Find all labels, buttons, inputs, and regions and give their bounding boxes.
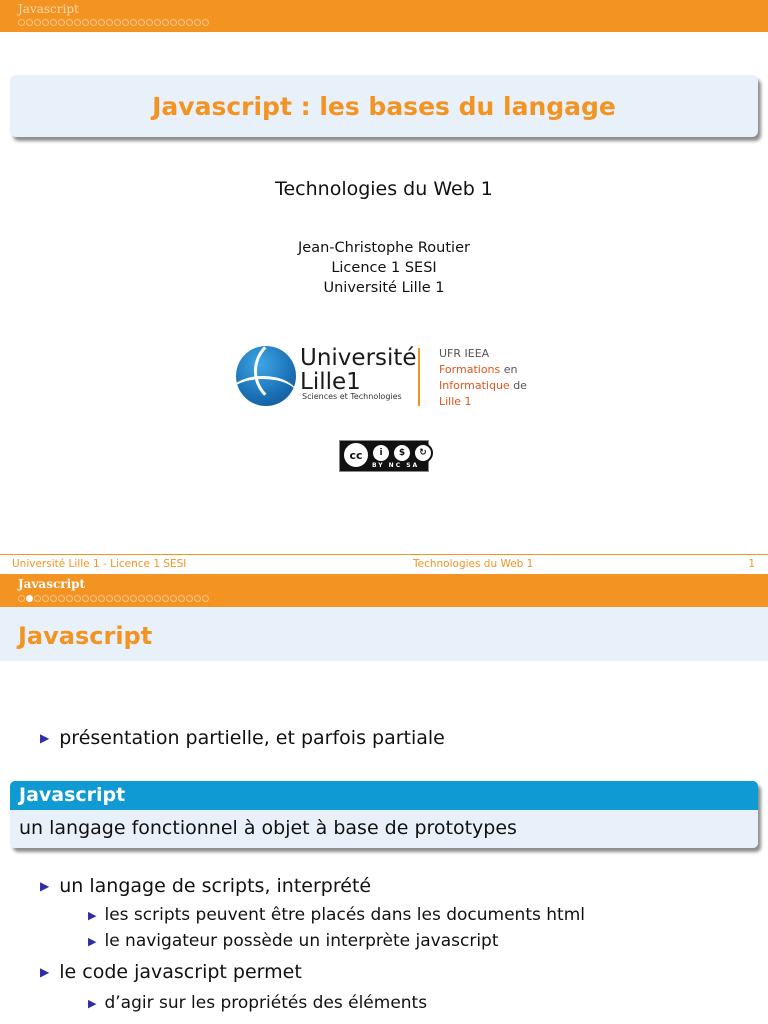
bullet-text: les scripts peuvent être placés dans les documents html (104, 905, 585, 925)
progress-dot (82, 19, 89, 26)
logo-name (300, 346, 417, 394)
author-block (0, 238, 768, 298)
progress-dot (42, 19, 49, 26)
slide2-header-bar (0, 574, 768, 607)
ufr-line2 (439, 362, 527, 378)
progress-dot (170, 595, 177, 602)
list-item (40, 961, 302, 983)
bullet-triangle-icon: ▶ (88, 996, 97, 1010)
progress-dot (58, 595, 65, 602)
progress-dot (122, 595, 129, 602)
bullet-text: d’agir sur les propriétés des éléments (104, 993, 428, 1013)
progress-dot (130, 19, 137, 26)
progress-dot (154, 19, 161, 26)
progress-dot (178, 19, 185, 26)
progress-dot (202, 19, 209, 26)
progress-dot (66, 19, 73, 26)
presentation-title: Javascript : les bases du langage (152, 91, 616, 121)
section-name: Javascript (18, 577, 86, 591)
progress-dot (74, 595, 81, 602)
progress-dot (50, 595, 57, 602)
progress-dot (130, 595, 137, 602)
institution-name: Université Lille 1 (323, 280, 445, 296)
progress-dot (202, 595, 209, 602)
progress-dot (162, 595, 169, 602)
progress-dot (138, 19, 145, 26)
ufr-word: Formations (439, 363, 501, 376)
bullet-triangle-icon: ▶ (40, 731, 50, 745)
footer-institution: Université Lille 1 - Licence 1 SESI (12, 558, 187, 570)
progress-dot (114, 19, 121, 26)
ufr-word: Informatique (439, 379, 510, 392)
progress-dot (162, 19, 169, 26)
block-body: un langage fonctionnel à objet à base de prototypes (10, 810, 758, 848)
progress-dot (122, 19, 129, 26)
bullet-triangle-icon: ▶ (40, 965, 50, 979)
frame-title: Javascript (18, 622, 153, 650)
footer-course: Technologies du Web 1 (413, 558, 534, 570)
progress-dot (114, 595, 121, 602)
title-box (10, 75, 758, 137)
logo-name-line1: Université (300, 345, 417, 371)
progress-dot (26, 19, 33, 26)
progress-dot (170, 19, 177, 26)
block-title: Javascript (10, 781, 758, 810)
subtitle: Technologies du Web 1 (275, 178, 493, 200)
progress-dot (186, 595, 193, 602)
bullet-text: le code javascript permet (59, 961, 302, 983)
sub-list-item (88, 993, 427, 1013)
logo-name-line2: Lille1 (300, 369, 361, 395)
progress-dot (18, 19, 25, 26)
slide1-header-bar (0, 0, 768, 32)
cc-icon: cc (342, 441, 370, 469)
progress-dot (90, 19, 97, 26)
definition-block (10, 781, 758, 848)
logo-divider (418, 348, 420, 406)
university-logo (232, 340, 536, 414)
progress-dot (26, 595, 33, 602)
bullet-triangle-icon: ▶ (88, 908, 97, 922)
bullet-text: un langage de scripts, interprété (59, 875, 372, 897)
license-labels: BY NC SA (372, 462, 420, 469)
ufr-word: de (513, 379, 527, 392)
progress-dot (42, 595, 49, 602)
ufr-line1: UFR IEEA (439, 347, 490, 360)
ufr-line4: Lille 1 (439, 395, 472, 408)
progress-dot (82, 595, 89, 602)
progress-dot (186, 19, 193, 26)
bullet-text: le navigateur possède un interprète javascript (104, 931, 499, 951)
bullet-triangle-icon: ▶ (88, 934, 97, 948)
progress-dot (146, 595, 153, 602)
ufr-word: en (503, 363, 518, 376)
progress-dot (98, 19, 105, 26)
progress-dot (90, 595, 97, 602)
program-name: Licence 1 SESI (331, 260, 437, 276)
sub-list-item (88, 931, 499, 951)
progress-dot (138, 595, 145, 602)
slide1-footer (0, 554, 768, 574)
progress-dot (66, 595, 73, 602)
progress-dots (18, 19, 209, 26)
bullet-text: présentation partielle, et parfois partiale (59, 727, 445, 749)
progress-dots (18, 595, 209, 602)
progress-dot (106, 595, 113, 602)
list-item (40, 727, 445, 749)
progress-dot (98, 595, 105, 602)
logo-tagline: Sciences et Technologies (302, 392, 402, 401)
progress-dot (50, 19, 57, 26)
progress-dot (34, 595, 41, 602)
section-name: Javascript (18, 2, 79, 16)
progress-dot (154, 595, 161, 602)
progress-dot (58, 19, 65, 26)
progress-dot (106, 19, 113, 26)
progress-dot (74, 19, 81, 26)
progress-dot (34, 19, 41, 26)
globe-icon (236, 346, 296, 406)
by-icon: i (371, 443, 391, 463)
progress-dot (178, 595, 185, 602)
sa-icon: ↻ (413, 443, 433, 463)
nc-icon: $ (392, 443, 412, 463)
ufr-text (439, 346, 527, 410)
progress-dot (146, 19, 153, 26)
author-name: Jean-Christophe Routier (298, 240, 470, 256)
creative-commons-badge (339, 440, 429, 472)
progress-dot (18, 595, 25, 602)
frame-title-bar (0, 607, 768, 661)
ufr-line3 (439, 378, 527, 394)
page-number: 1 (748, 558, 755, 570)
progress-dot (194, 595, 201, 602)
list-item (40, 875, 371, 897)
progress-dot (194, 19, 201, 26)
sub-list-item (88, 905, 585, 925)
bullet-triangle-icon: ▶ (40, 879, 50, 893)
